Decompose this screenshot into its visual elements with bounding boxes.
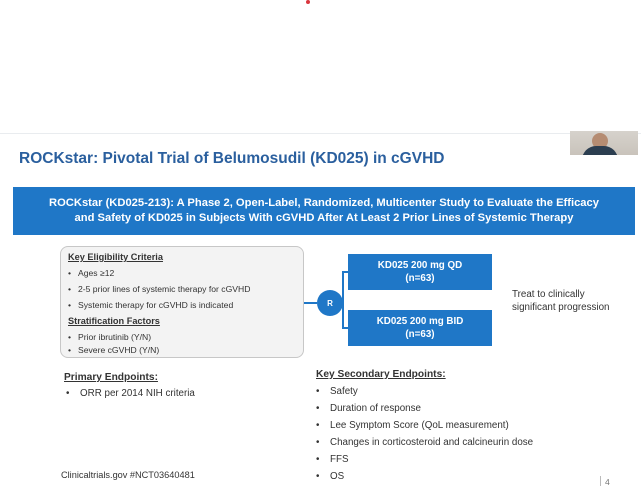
eligibility-item-text: Systemic therapy for cGVHD is indicated: [78, 300, 234, 310]
arm-label: KD025 200 mg BID: [376, 316, 464, 327]
eligibility-box: [60, 246, 304, 358]
bullet-icon: •: [68, 332, 72, 342]
secondary-endpoint-text: OS: [330, 471, 345, 482]
eligibility-item: [68, 300, 233, 310]
arm-count: (n=63): [405, 273, 435, 284]
slide-title: ROCKstar: Pivotal Trial of Belumosudil (KD025) in cGVHD: [19, 150, 445, 167]
eligibility-item: [68, 268, 114, 278]
secondary-endpoint-text: Lee Symptom Score (QoL measurement): [330, 420, 509, 431]
treatment-note: [512, 288, 609, 314]
eligibility-item-text: 2-5 prior lines of systemic therapy for cGVHD: [78, 284, 251, 294]
secondary-endpoint-text: Changes in corticosteroid and calcineurin dose: [330, 437, 534, 448]
secondary-endpoint-item: [316, 454, 349, 465]
primary-endpoint-text: ORR per 2014 NIH criteria: [80, 388, 195, 399]
secondary-endpoint-item: [316, 403, 421, 414]
source-citation: Clinicaltrials.gov #NCT03640481: [61, 470, 195, 480]
primary-endpoints-heading: Primary Endpoints:: [64, 372, 158, 383]
bullet-icon: •: [316, 454, 320, 465]
secondary-endpoints-heading: Key Secondary Endpoints:: [316, 369, 446, 380]
stratification-heading: Stratification Factors: [68, 316, 160, 326]
treatment-arm-bid: [348, 310, 492, 346]
bullet-icon: •: [316, 403, 320, 414]
primary-endpoint-item: [66, 388, 195, 399]
page-number-divider: [600, 476, 601, 486]
secondary-endpoint-item: [316, 386, 358, 397]
eligibility-item-text: Ages ≥12: [78, 268, 115, 278]
page-number: 4: [605, 477, 610, 487]
bullet-icon: •: [316, 386, 320, 397]
bullet-icon: •: [68, 345, 72, 355]
stratification-item: [68, 345, 159, 355]
arm-count: (n=63): [405, 329, 435, 340]
stratification-item: [68, 332, 151, 342]
secondary-endpoint-text: Safety: [330, 386, 358, 397]
secondary-endpoint-item: [316, 471, 344, 482]
bullet-icon: •: [316, 420, 320, 431]
randomization-node: R: [317, 290, 343, 316]
eligibility-item: [68, 284, 250, 294]
bullet-icon: •: [68, 268, 72, 278]
bullet-icon: •: [68, 300, 72, 310]
arm-label: KD025 200 mg QD: [377, 260, 463, 271]
bullet-icon: •: [68, 284, 72, 294]
treatment-note-line-1: Treat to clinically: [512, 289, 585, 300]
bullet-icon: •: [316, 437, 320, 448]
stratification-item-text: Severe cGVHD (Y/N): [78, 345, 160, 355]
treatment-arm-qd: [348, 254, 492, 290]
secondary-endpoint-text: Duration of response: [330, 403, 421, 414]
secondary-endpoint-item: [316, 420, 509, 431]
treatment-note-line-2: significant progression: [512, 302, 610, 313]
secondary-endpoint-item: [316, 437, 533, 448]
eligibility-heading: Key Eligibility Criteria: [68, 252, 163, 262]
bullet-icon: •: [66, 388, 70, 399]
banner-line-1: ROCKstar (KD025-213): A Phase 2, Open-Label, Randomized, Multicenter Study to Evaluate the Efficacy: [49, 197, 599, 209]
bullet-icon: •: [316, 471, 320, 482]
secondary-endpoint-text: FFS: [330, 454, 349, 465]
banner-line-2: and Safety of KD025 in Subjects With cGVHD After At Least 2 Prior Lines of Systemic Therapy: [74, 212, 574, 224]
stratification-item-text: Prior ibrutinib (Y/N): [78, 332, 152, 342]
